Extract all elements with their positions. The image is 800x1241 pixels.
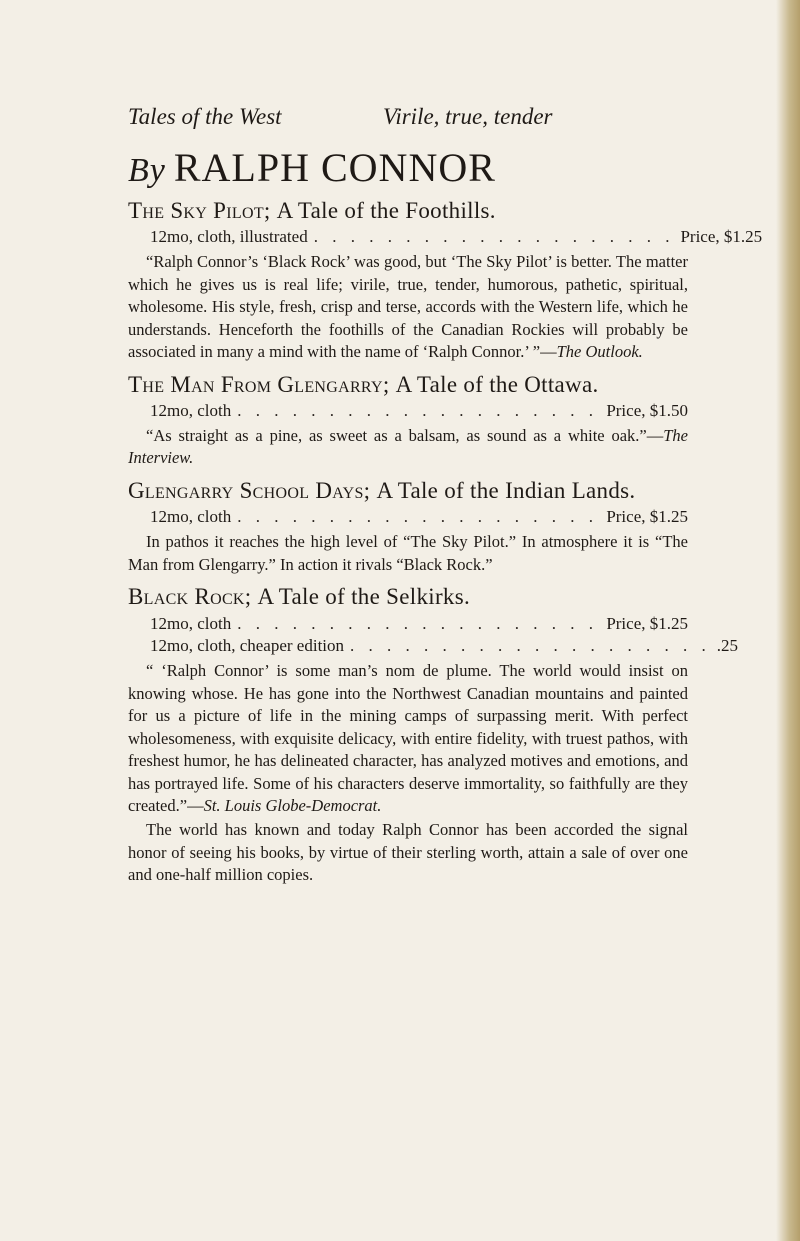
edition-price: Price, $1.25 <box>606 507 688 527</box>
running-head <box>128 98 688 138</box>
book-subtitle: A Tale of the Selkirks. <box>257 584 471 610</box>
book-title-main: Glengarry School Days; <box>128 477 371 503</box>
review-quote: “As straight as a pine, as sweet as a balsam, as sound as a white oak.”—The Interview. <box>128 425 688 468</box>
leader-dots: . . . . . . . . . . . . . . . . . . . . <box>313 227 675 247</box>
book-subtitle: A Tale of the Foothills. <box>276 198 496 223</box>
page-edge-shadow <box>776 0 800 1241</box>
edition-format: 12mo, cloth <box>150 507 232 527</box>
author-name: RALPH CONNOR <box>173 145 496 190</box>
book-subtitle: A Tale of the Indian Lands. <box>376 477 636 503</box>
book-title-main: The Sky Pilot; <box>128 198 271 223</box>
review-quote: “ ‘Ralph Connor’ is some man’s nom de plume. The world would insist on knowing whose. He has gone into the Northwest Canadian mountains and painted for us a picture of life in the mining camps of surpassing merit. With perfect wholesomeness, with exquisite delicacy, with entire fidelity, with truest pathos, with freshest humor, he has delineated character, has analyzed motives and emotions, and has portrayed life. Some of his characters deserve immortality, so faithfully are they created.”—St. Louis Globe-Democrat. <box>128 661 688 815</box>
book-entry-sky-pilot <box>128 198 763 364</box>
leader-dots: . . . . . . . . . . . . . . . . . . . . <box>237 613 598 633</box>
book-title <box>128 584 688 610</box>
book-title-main: Black Rock; <box>128 584 252 610</box>
leader-dots: . . . . . . . . . . . . . . . . . . . . <box>237 401 598 420</box>
edition-format: 12mo, cloth, illustrated <box>150 227 308 247</box>
edition-line <box>150 506 688 529</box>
running-head-right: Virile, true, tender <box>383 104 553 129</box>
edition-line <box>150 635 739 658</box>
book-entry-glengarry-school-days <box>128 478 688 576</box>
book-subtitle: A Tale of the Ottawa. <box>395 371 599 397</box>
edition-price: Price, $1.25 <box>606 613 688 633</box>
edition-format: 12mo, cloth <box>150 401 232 420</box>
review-quote: “Ralph Connor’s ‘Black Rock’ was good, but ‘The Sky Pilot’ is better. The matter which he gives us is real life; virile, true, tender, humorous, pathetic, spiritual, wholesome. His style, fresh, crisp and terse, accords with the Western life, which he understands. Henceforth the foothills of the Canadian Rockies will probably be associated in many a mind with the name of ‘Ralph Connor.’ ”—The Outlook. <box>128 252 688 362</box>
edition-price: Price, $1.25 <box>680 227 763 247</box>
book-title <box>128 372 688 398</box>
review-source: The Interview. <box>128 425 688 468</box>
edition-line <box>150 400 688 423</box>
review-quote: In pathos it reaches the high level of “The Sky Pilot.” In atmosphere it is “The Man from Glengarry.” In action it rivals “Black Rock.” <box>128 532 688 574</box>
edition-line <box>150 613 688 636</box>
edition-price: Price, $1.50 <box>606 401 688 420</box>
edition-format: 12mo, cloth, cheaper edition <box>150 636 345 656</box>
book-entry-man-from-glengarry <box>128 372 688 470</box>
advertisement-page <box>128 98 763 887</box>
leader-dots: . . . . . . . . . . . . . . . . . . . . <box>350 636 711 656</box>
book-title <box>128 198 688 224</box>
running-head-left: Tales of the West <box>128 104 282 129</box>
book-title <box>128 478 688 504</box>
book-entry-black-rock <box>128 584 739 887</box>
leader-dots: . . . . . . . . . . . . . . . . . . . . <box>237 507 598 527</box>
author-heading <box>128 146 688 190</box>
edition-price: .25 <box>716 636 739 656</box>
edition-format: 12mo, cloth <box>150 613 232 633</box>
review-source: St. Louis Globe-Democrat. <box>203 796 382 815</box>
closing-note: The world has known and today Ralph Connor has been accorded the signal honor of seeing his books, by virtue of their sterling worth, attain a sale of over one and one-half million copies. <box>128 820 688 885</box>
edition-line <box>150 226 763 249</box>
book-title-main: The Man From Glengarry; <box>128 371 390 397</box>
review-source: The Outlook. <box>556 342 643 362</box>
author-by: By <box>128 152 166 189</box>
